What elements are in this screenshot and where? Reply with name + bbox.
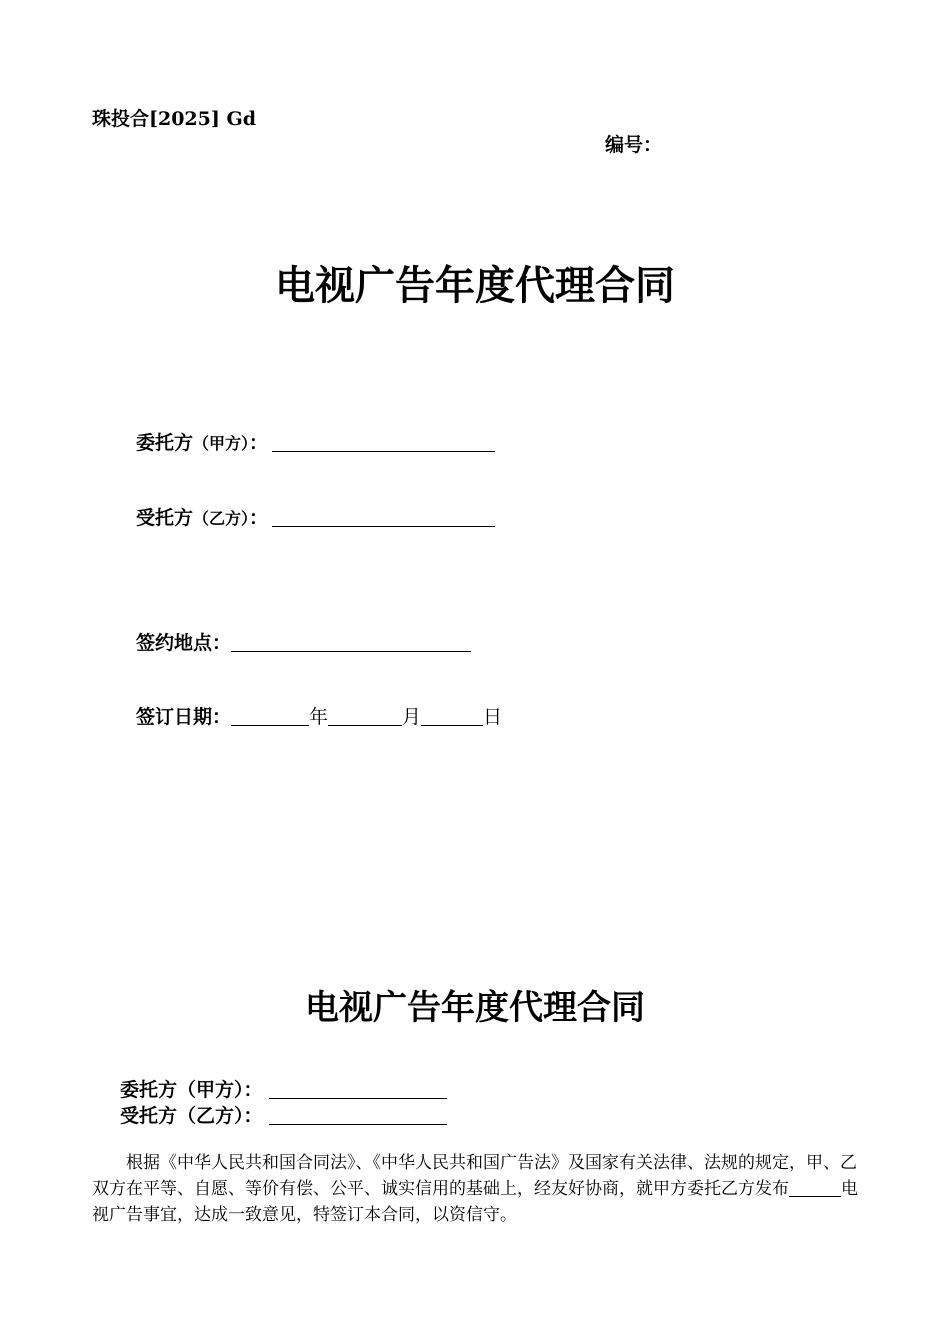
colon: ： <box>249 507 269 529</box>
signing-place-label: 签约地点： <box>136 632 232 654</box>
preamble-paragraph <box>92 1150 862 1228</box>
signing-date-field <box>136 702 502 729</box>
contract-number-label: 编号： <box>605 134 663 156</box>
signing-date-label: 签订日期： <box>136 706 232 728</box>
month-blank[interactable] <box>328 706 402 726</box>
body-agent-field <box>120 1101 447 1128</box>
signing-place-blank[interactable] <box>231 632 471 652</box>
preamble-text-1: 根据《中华人民共和国合同法》、《中华人民共和国广告法》及国家有关法律、法规的规定，甲、乙双方在平等、自愿、等价有偿、公平、诚实信用的基础上，经友好协商，就甲方委托乙方发布 <box>92 1153 857 1199</box>
client-paren: （甲方） <box>193 434 250 453</box>
body-agent-blank[interactable] <box>269 1105 447 1125</box>
month-label: 月 <box>402 706 422 728</box>
day-label: 日 <box>483 706 503 728</box>
body-client-field <box>120 1075 447 1102</box>
agent-blank[interactable] <box>272 507 495 527</box>
year-blank[interactable] <box>231 706 309 726</box>
agent-label: 受托方 <box>136 507 194 529</box>
preamble-text-2: 电视广告事宜，达成一致意见，特签订本合同，以资信守。 <box>92 1179 858 1225</box>
body-title: 电视广告年度代理合同 <box>305 988 645 1028</box>
cover-title: 电视广告年度代理合同 <box>275 262 675 309</box>
media-blank[interactable] <box>789 1181 841 1197</box>
cover-agent-field <box>136 503 495 530</box>
body-client-label: 委托方（甲方）： <box>120 1079 263 1101</box>
document-reference: 珠投合[2025] Gd <box>92 108 256 130</box>
day-blank[interactable] <box>421 706 483 726</box>
year-label: 年 <box>309 706 329 728</box>
colon: ： <box>249 432 269 454</box>
body-agent-label: 受托方（乙方）： <box>120 1105 263 1127</box>
client-blank[interactable] <box>272 432 495 452</box>
cover-client-field <box>136 428 495 455</box>
agent-paren: （乙方） <box>193 509 250 528</box>
body-client-blank[interactable] <box>269 1079 447 1099</box>
client-label: 委托方 <box>136 432 194 454</box>
signing-place-field <box>136 628 471 655</box>
